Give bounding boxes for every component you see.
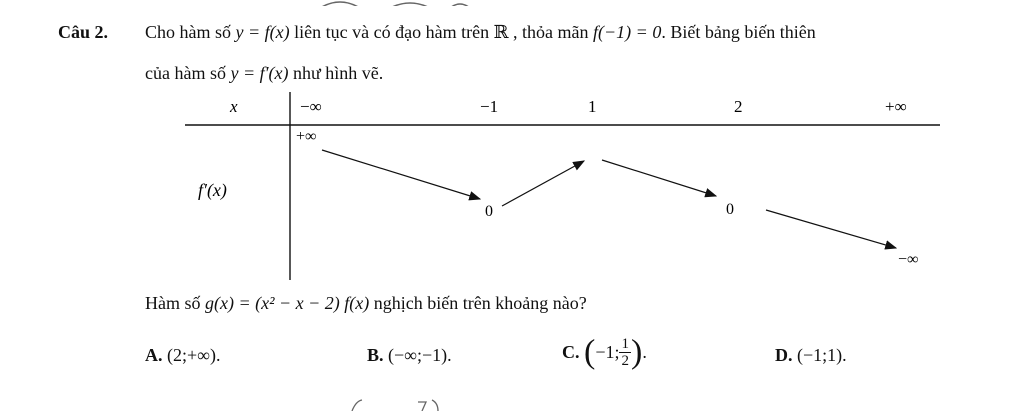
answer-c-fraction	[619, 336, 631, 369]
fprime-value-at-2: 0	[726, 201, 734, 218]
arrow-decreasing-1	[322, 150, 480, 199]
answer-c-right: .	[642, 342, 647, 362]
table-x-label: x	[230, 97, 238, 116]
x-value-pos-inf: +∞	[885, 97, 907, 116]
answer-c-open-paren: (	[584, 333, 596, 371]
fprime-start-value: +∞	[296, 128, 317, 145]
arrow-decreasing-2	[602, 160, 716, 196]
answer-d-value: (−1;1).	[797, 345, 847, 365]
fprime-row-label: f′(x)	[198, 180, 227, 200]
x-value-neg-inf: −∞	[300, 97, 322, 116]
fprime-end-value: −∞	[898, 251, 919, 268]
answer-c-left: −1;	[595, 342, 620, 362]
x-value-1: 1	[588, 97, 597, 116]
function-y-fprime: y = f′(x)	[230, 63, 289, 83]
x-value-minus1: −1	[480, 97, 499, 116]
arrow-increasing	[502, 161, 584, 206]
answer-d-letter: D.	[775, 345, 793, 365]
answer-c-close-paren: )	[630, 333, 643, 371]
question-number: Câu 2.	[58, 22, 109, 42]
answer-a-letter: A.	[145, 345, 163, 365]
answer-a[interactable]	[145, 345, 220, 366]
real-numbers-symbol: ℝ	[493, 22, 509, 42]
fprime-value-at-minus1: 0	[485, 203, 493, 220]
cropped-next-line	[330, 399, 450, 411]
answer-b-letter: B.	[367, 345, 384, 365]
answer-c[interactable]	[562, 333, 647, 371]
answer-a-value: (2;+∞).	[167, 345, 221, 365]
answer-d[interactable]	[775, 345, 847, 366]
function-g-formula: g(x) = (x² − x − 2) f(x)	[205, 293, 370, 313]
answer-b-value: (−∞;−1).	[388, 345, 452, 365]
answer-c-denominator: 2	[621, 353, 629, 369]
answer-b[interactable]	[367, 345, 452, 366]
answer-c-letter: C.	[562, 342, 580, 362]
answer-c-numerator: 1	[621, 336, 629, 352]
question-line-2: của hàm số y = f′(x) như hình vẽ.	[145, 63, 384, 83]
x-value-2: 2	[734, 97, 743, 116]
condition-f-minus1: f(−1) = 0	[593, 22, 662, 42]
function-y-fx: y = f(x)	[235, 22, 290, 42]
question-line-1: Cho hàm số y = f(x) liên tục và có đạo hàm trên ℝ , thỏa mãn f(−1) = 0. Biết bảng biến thiên	[145, 22, 816, 42]
arrow-decreasing-3	[766, 210, 896, 248]
question-prompt: Hàm số g(x) = (x² − x − 2) f(x) nghịch biến trên khoảng nào?	[145, 293, 587, 313]
